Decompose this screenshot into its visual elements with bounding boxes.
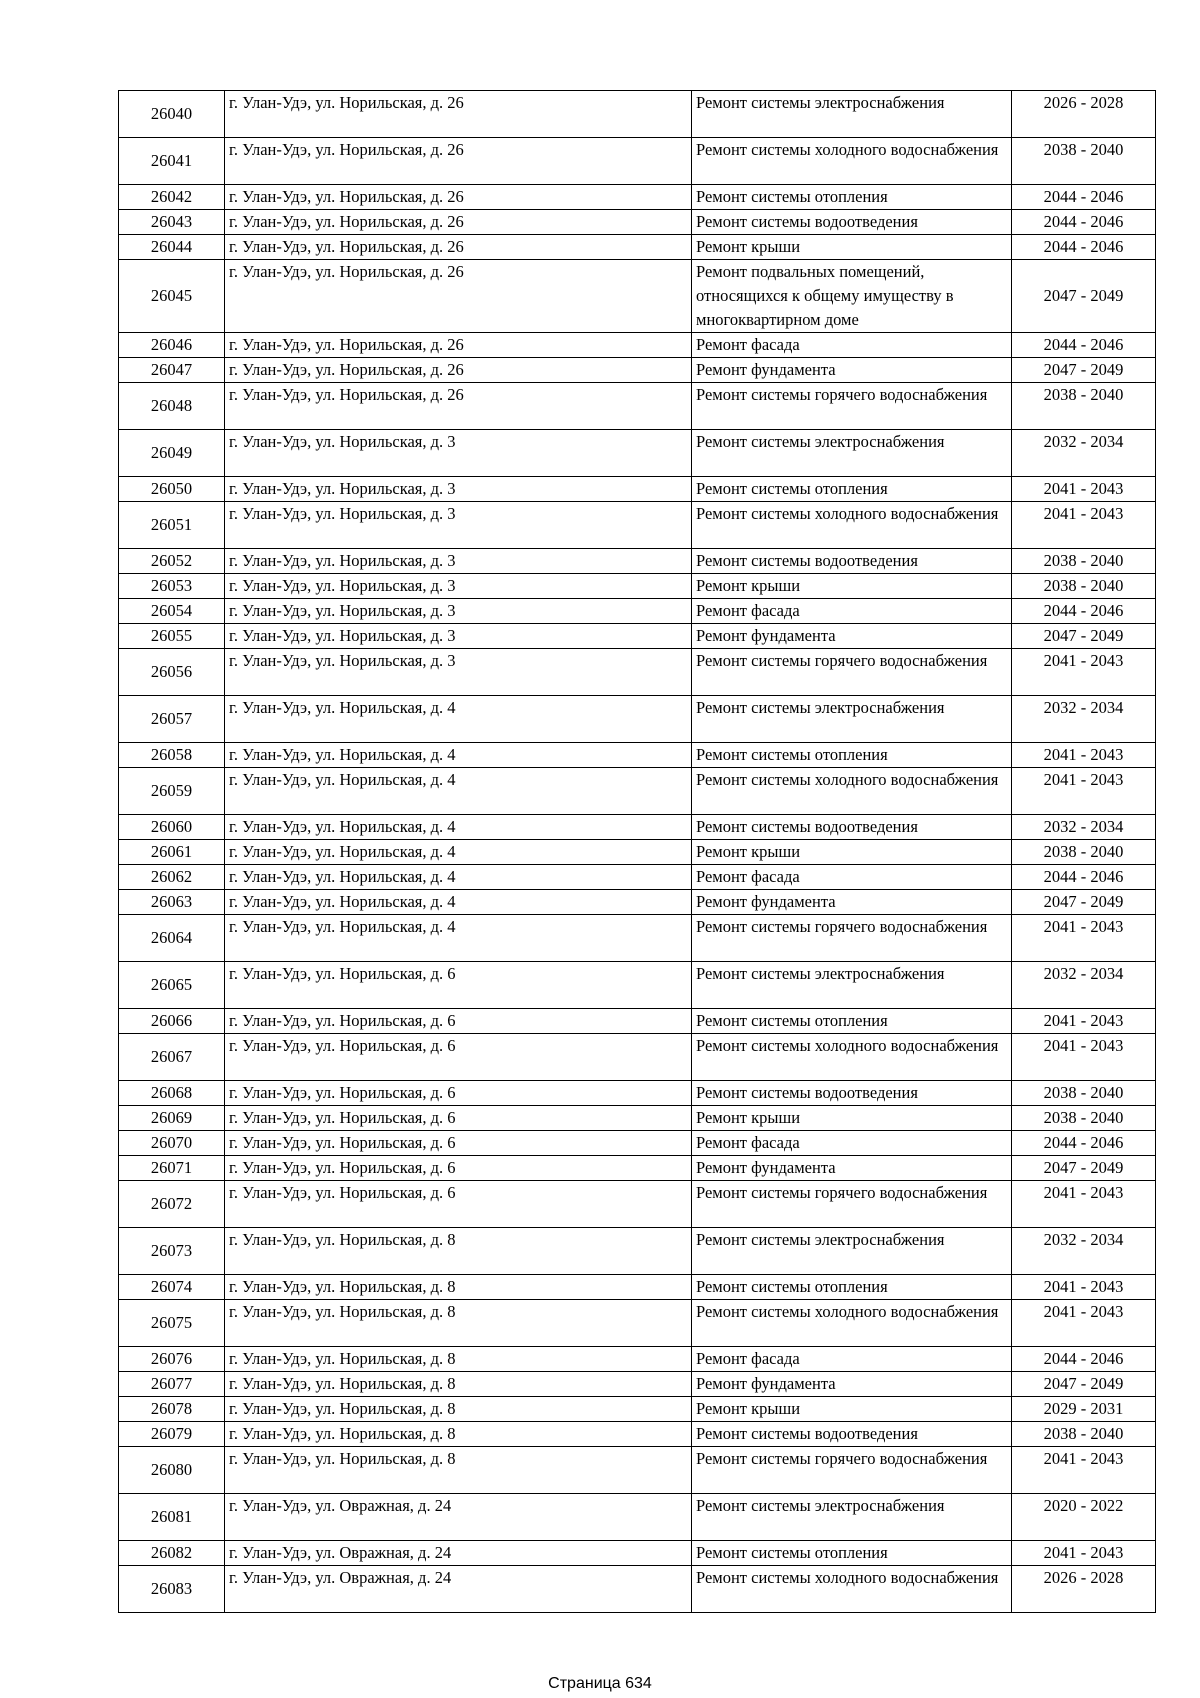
table-row — [119, 1275, 1156, 1300]
row-id-cell: 26080 — [119, 1447, 225, 1494]
repair-type-cell: Ремонт системы электроснабжения — [692, 430, 1012, 477]
row-id-cell: 26071 — [119, 1156, 225, 1181]
repair-type-cell: Ремонт системы электроснабжения — [692, 1228, 1012, 1275]
row-id-cell: 26065 — [119, 962, 225, 1009]
repair-type-cell: Ремонт фундамента — [692, 624, 1012, 649]
table-row — [119, 1228, 1156, 1275]
repair-type-cell: Ремонт системы холодного водоснабжения — [692, 502, 1012, 549]
table-row — [119, 1422, 1156, 1447]
table-row — [119, 1300, 1156, 1347]
period-cell: 2038 - 2040 — [1012, 840, 1156, 865]
address-cell: г. Улан-Удэ, ул. Норильская, д. 26 — [225, 358, 692, 383]
row-id-cell: 26052 — [119, 549, 225, 574]
address-cell: г. Улан-Удэ, ул. Норильская, д. 6 — [225, 1034, 692, 1081]
period-cell: 2038 - 2040 — [1012, 1081, 1156, 1106]
period-cell: 2041 - 2043 — [1012, 1541, 1156, 1566]
row-id-cell: 26057 — [119, 696, 225, 743]
repair-type-cell: Ремонт системы холодного водоснабжения — [692, 768, 1012, 815]
table-row — [119, 1566, 1156, 1613]
address-cell: г. Улан-Удэ, ул. Норильская, д. 3 — [225, 599, 692, 624]
repair-type-cell: Ремонт системы горячего водоснабжения — [692, 649, 1012, 696]
row-id-cell: 26082 — [119, 1541, 225, 1566]
period-cell: 2044 - 2046 — [1012, 599, 1156, 624]
period-cell: 2047 - 2049 — [1012, 890, 1156, 915]
repair-type-cell: Ремонт системы отопления — [692, 185, 1012, 210]
address-cell: г. Улан-Удэ, ул. Норильская, д. 6 — [225, 1009, 692, 1034]
table-row — [119, 260, 1156, 333]
repair-type-cell: Ремонт системы холодного водоснабжения — [692, 1034, 1012, 1081]
address-cell: г. Улан-Удэ, ул. Норильская, д. 4 — [225, 915, 692, 962]
repair-type-cell: Ремонт системы холодного водоснабжения — [692, 1566, 1012, 1613]
address-cell: г. Улан-Удэ, ул. Норильская, д. 26 — [225, 383, 692, 430]
period-cell: 2047 - 2049 — [1012, 1156, 1156, 1181]
table-row — [119, 358, 1156, 383]
row-id-cell: 26066 — [119, 1009, 225, 1034]
address-cell: г. Улан-Удэ, ул. Овражная, д. 24 — [225, 1541, 692, 1566]
period-cell: 2041 - 2043 — [1012, 1300, 1156, 1347]
row-id-cell: 26040 — [119, 91, 225, 138]
address-cell: г. Улан-Удэ, ул. Норильская, д. 6 — [225, 1131, 692, 1156]
repair-type-cell: Ремонт фундамента — [692, 890, 1012, 915]
period-cell: 2038 - 2040 — [1012, 138, 1156, 185]
address-cell: г. Улан-Удэ, ул. Норильская, д. 6 — [225, 1106, 692, 1131]
row-id-cell: 26083 — [119, 1566, 225, 1613]
period-cell: 2041 - 2043 — [1012, 915, 1156, 962]
table-row — [119, 743, 1156, 768]
repair-type-cell: Ремонт системы электроснабжения — [692, 91, 1012, 138]
period-cell: 2041 - 2043 — [1012, 477, 1156, 502]
repair-type-cell: Ремонт системы водоотведения — [692, 549, 1012, 574]
period-cell: 2044 - 2046 — [1012, 865, 1156, 890]
table-row — [119, 138, 1156, 185]
table-row — [119, 1106, 1156, 1131]
address-cell: г. Улан-Удэ, ул. Норильская, д. 3 — [225, 624, 692, 649]
repair-type-cell: Ремонт фасада — [692, 333, 1012, 358]
table-row — [119, 1131, 1156, 1156]
repair-type-cell: Ремонт системы горячего водоснабжения — [692, 1447, 1012, 1494]
table-row — [119, 1009, 1156, 1034]
address-cell: г. Улан-Удэ, ул. Норильская, д. 3 — [225, 574, 692, 599]
page-number: Страница 634 — [548, 1675, 652, 1692]
row-id-cell: 26045 — [119, 260, 225, 333]
address-cell: г. Улан-Удэ, ул. Норильская, д. 26 — [225, 210, 692, 235]
table-row — [119, 1494, 1156, 1541]
period-cell: 2047 - 2049 — [1012, 1372, 1156, 1397]
period-cell: 2041 - 2043 — [1012, 768, 1156, 815]
period-cell: 2032 - 2034 — [1012, 430, 1156, 477]
address-cell: г. Улан-Удэ, ул. Норильская, д. 8 — [225, 1422, 692, 1447]
table-row — [119, 815, 1156, 840]
address-cell: г. Улан-Удэ, ул. Норильская, д. 8 — [225, 1300, 692, 1347]
repair-type-cell: Ремонт системы отопления — [692, 1275, 1012, 1300]
table-row — [119, 502, 1156, 549]
period-cell: 2044 - 2046 — [1012, 1347, 1156, 1372]
repair-type-cell: Ремонт системы горячего водоснабжения — [692, 915, 1012, 962]
row-id-cell: 26058 — [119, 743, 225, 768]
period-cell: 2038 - 2040 — [1012, 1106, 1156, 1131]
row-id-cell: 26061 — [119, 840, 225, 865]
table-row — [119, 865, 1156, 890]
repair-type-cell: Ремонт подвальных помещений, относящихся к общему имуществу в многоквартирном доме — [692, 260, 1012, 333]
row-id-cell: 26059 — [119, 768, 225, 815]
period-cell: 2041 - 2043 — [1012, 743, 1156, 768]
row-id-cell: 26075 — [119, 1300, 225, 1347]
repair-type-cell: Ремонт системы отопления — [692, 1541, 1012, 1566]
row-id-cell: 26051 — [119, 502, 225, 549]
address-cell: г. Улан-Удэ, ул. Норильская, д. 4 — [225, 743, 692, 768]
table-row — [119, 624, 1156, 649]
repair-type-cell: Ремонт фундамента — [692, 1372, 1012, 1397]
row-id-cell: 26055 — [119, 624, 225, 649]
repair-type-cell: Ремонт системы холодного водоснабжения — [692, 1300, 1012, 1347]
repair-type-cell: Ремонт системы водоотведения — [692, 210, 1012, 235]
period-cell: 2047 - 2049 — [1012, 624, 1156, 649]
address-cell: г. Улан-Удэ, ул. Норильская, д. 8 — [225, 1228, 692, 1275]
address-cell: г. Улан-Удэ, ул. Норильская, д. 6 — [225, 1156, 692, 1181]
repair-type-cell: Ремонт крыши — [692, 840, 1012, 865]
address-cell: г. Улан-Удэ, ул. Норильская, д. 26 — [225, 138, 692, 185]
period-cell: 2041 - 2043 — [1012, 1034, 1156, 1081]
repair-type-cell: Ремонт крыши — [692, 1397, 1012, 1422]
row-id-cell: 26054 — [119, 599, 225, 624]
row-id-cell: 26042 — [119, 185, 225, 210]
period-cell: 2026 - 2028 — [1012, 91, 1156, 138]
row-id-cell: 26044 — [119, 235, 225, 260]
row-id-cell: 26047 — [119, 358, 225, 383]
address-cell: г. Улан-Удэ, ул. Норильская, д. 3 — [225, 477, 692, 502]
period-cell: 2044 - 2046 — [1012, 1131, 1156, 1156]
address-cell: г. Улан-Удэ, ул. Норильская, д. 8 — [225, 1275, 692, 1300]
row-id-cell: 26064 — [119, 915, 225, 962]
row-id-cell: 26043 — [119, 210, 225, 235]
period-cell: 2044 - 2046 — [1012, 210, 1156, 235]
row-id-cell: 26050 — [119, 477, 225, 502]
row-id-cell: 26078 — [119, 1397, 225, 1422]
period-cell: 2020 - 2022 — [1012, 1494, 1156, 1541]
repair-type-cell: Ремонт фасада — [692, 1347, 1012, 1372]
table-row — [119, 1372, 1156, 1397]
row-id-cell: 26069 — [119, 1106, 225, 1131]
address-cell: г. Улан-Удэ, ул. Норильская, д. 6 — [225, 1181, 692, 1228]
table-row — [119, 915, 1156, 962]
table-row — [119, 91, 1156, 138]
repair-schedule-table — [118, 90, 1156, 1613]
table-row — [119, 840, 1156, 865]
address-cell: г. Улан-Удэ, ул. Норильская, д. 26 — [225, 260, 692, 333]
address-cell: г. Улан-Удэ, ул. Норильская, д. 4 — [225, 815, 692, 840]
period-cell: 2032 - 2034 — [1012, 815, 1156, 840]
repair-type-cell: Ремонт фасада — [692, 865, 1012, 890]
table-row — [119, 1156, 1156, 1181]
address-cell: г. Улан-Удэ, ул. Норильская, д. 8 — [225, 1347, 692, 1372]
period-cell: 2044 - 2046 — [1012, 333, 1156, 358]
table-row — [119, 185, 1156, 210]
repair-type-cell: Ремонт системы водоотведения — [692, 1081, 1012, 1106]
address-cell: г. Улан-Удэ, ул. Норильская, д. 3 — [225, 430, 692, 477]
period-cell: 2032 - 2034 — [1012, 696, 1156, 743]
address-cell: г. Улан-Удэ, ул. Овражная, д. 24 — [225, 1494, 692, 1541]
table-row — [119, 210, 1156, 235]
table-row — [119, 383, 1156, 430]
table-row — [119, 1034, 1156, 1081]
table-row — [119, 430, 1156, 477]
repair-type-cell: Ремонт крыши — [692, 235, 1012, 260]
row-id-cell: 26049 — [119, 430, 225, 477]
table-row — [119, 890, 1156, 915]
address-cell: г. Улан-Удэ, ул. Норильская, д. 6 — [225, 962, 692, 1009]
repair-type-cell: Ремонт системы электроснабжения — [692, 696, 1012, 743]
row-id-cell: 26076 — [119, 1347, 225, 1372]
row-id-cell: 26073 — [119, 1228, 225, 1275]
table-row — [119, 768, 1156, 815]
address-cell: г. Улан-Удэ, ул. Норильская, д. 26 — [225, 235, 692, 260]
repair-type-cell: Ремонт системы водоотведения — [692, 815, 1012, 840]
repair-type-cell: Ремонт фасада — [692, 599, 1012, 624]
repair-type-cell: Ремонт системы холодного водоснабжения — [692, 138, 1012, 185]
table-row — [119, 333, 1156, 358]
address-cell: г. Улан-Удэ, ул. Норильская, д. 3 — [225, 549, 692, 574]
address-cell: г. Улан-Удэ, ул. Норильская, д. 8 — [225, 1447, 692, 1494]
address-cell: г. Улан-Удэ, ул. Овражная, д. 24 — [225, 1566, 692, 1613]
address-cell: г. Улан-Удэ, ул. Норильская, д. 4 — [225, 865, 692, 890]
row-id-cell: 26067 — [119, 1034, 225, 1081]
row-id-cell: 26079 — [119, 1422, 225, 1447]
row-id-cell: 26048 — [119, 383, 225, 430]
table-row — [119, 1447, 1156, 1494]
period-cell: 2038 - 2040 — [1012, 383, 1156, 430]
repair-type-cell: Ремонт крыши — [692, 574, 1012, 599]
period-cell: 2026 - 2028 — [1012, 1566, 1156, 1613]
repair-type-cell: Ремонт системы отопления — [692, 1009, 1012, 1034]
table-row — [119, 962, 1156, 1009]
row-id-cell: 26056 — [119, 649, 225, 696]
row-id-cell: 26053 — [119, 574, 225, 599]
row-id-cell: 26074 — [119, 1275, 225, 1300]
period-cell: 2044 - 2046 — [1012, 185, 1156, 210]
row-id-cell: 26062 — [119, 865, 225, 890]
repair-type-cell: Ремонт фасада — [692, 1131, 1012, 1156]
row-id-cell: 26041 — [119, 138, 225, 185]
row-id-cell: 26063 — [119, 890, 225, 915]
address-cell: г. Улан-Удэ, ул. Норильская, д. 26 — [225, 333, 692, 358]
row-id-cell: 26046 — [119, 333, 225, 358]
repair-type-cell: Ремонт фундамента — [692, 1156, 1012, 1181]
period-cell: 2038 - 2040 — [1012, 1422, 1156, 1447]
address-cell: г. Улан-Удэ, ул. Норильская, д. 4 — [225, 768, 692, 815]
period-cell: 2047 - 2049 — [1012, 260, 1156, 333]
table-row — [119, 477, 1156, 502]
period-cell: 2032 - 2034 — [1012, 1228, 1156, 1275]
table-row — [119, 649, 1156, 696]
repair-type-cell: Ремонт системы горячего водоснабжения — [692, 1181, 1012, 1228]
period-cell: 2041 - 2043 — [1012, 1275, 1156, 1300]
period-cell: 2041 - 2043 — [1012, 1181, 1156, 1228]
period-cell: 2041 - 2043 — [1012, 502, 1156, 549]
table-body — [119, 91, 1156, 1613]
period-cell: 2029 - 2031 — [1012, 1397, 1156, 1422]
table-row — [119, 235, 1156, 260]
address-cell: г. Улан-Удэ, ул. Норильская, д. 26 — [225, 91, 692, 138]
period-cell: 2038 - 2040 — [1012, 574, 1156, 599]
table-row — [119, 1181, 1156, 1228]
period-cell: 2041 - 2043 — [1012, 649, 1156, 696]
table-row — [119, 574, 1156, 599]
table-row — [119, 549, 1156, 574]
address-cell: г. Улан-Удэ, ул. Норильская, д. 6 — [225, 1081, 692, 1106]
row-id-cell: 26060 — [119, 815, 225, 840]
repair-type-cell: Ремонт системы горячего водоснабжения — [692, 383, 1012, 430]
row-id-cell: 26068 — [119, 1081, 225, 1106]
period-cell: 2041 - 2043 — [1012, 1447, 1156, 1494]
repair-type-cell: Ремонт системы электроснабжения — [692, 1494, 1012, 1541]
row-id-cell: 26081 — [119, 1494, 225, 1541]
address-cell: г. Улан-Удэ, ул. Норильская, д. 26 — [225, 185, 692, 210]
repair-type-cell: Ремонт системы отопления — [692, 477, 1012, 502]
address-cell: г. Улан-Удэ, ул. Норильская, д. 4 — [225, 890, 692, 915]
period-cell: 2041 - 2043 — [1012, 1009, 1156, 1034]
address-cell: г. Улан-Удэ, ул. Норильская, д. 4 — [225, 696, 692, 743]
row-id-cell: 26072 — [119, 1181, 225, 1228]
repair-type-cell: Ремонт системы электроснабжения — [692, 962, 1012, 1009]
table-row — [119, 1541, 1156, 1566]
table-row — [119, 1081, 1156, 1106]
repair-type-cell: Ремонт системы отопления — [692, 743, 1012, 768]
address-cell: г. Улан-Удэ, ул. Норильская, д. 4 — [225, 840, 692, 865]
period-cell: 2032 - 2034 — [1012, 962, 1156, 1009]
period-cell: 2038 - 2040 — [1012, 549, 1156, 574]
repair-type-cell: Ремонт фундамента — [692, 358, 1012, 383]
period-cell: 2044 - 2046 — [1012, 235, 1156, 260]
row-id-cell: 26070 — [119, 1131, 225, 1156]
address-cell: г. Улан-Удэ, ул. Норильская, д. 8 — [225, 1372, 692, 1397]
table-row — [119, 1347, 1156, 1372]
address-cell: г. Улан-Удэ, ул. Норильская, д. 8 — [225, 1397, 692, 1422]
row-id-cell: 26077 — [119, 1372, 225, 1397]
table-row — [119, 599, 1156, 624]
address-cell: г. Улан-Удэ, ул. Норильская, д. 3 — [225, 502, 692, 549]
period-cell: 2047 - 2049 — [1012, 358, 1156, 383]
repair-type-cell: Ремонт системы водоотведения — [692, 1422, 1012, 1447]
repair-type-cell: Ремонт крыши — [692, 1106, 1012, 1131]
table-row — [119, 696, 1156, 743]
table-row — [119, 1397, 1156, 1422]
address-cell: г. Улан-Удэ, ул. Норильская, д. 3 — [225, 649, 692, 696]
